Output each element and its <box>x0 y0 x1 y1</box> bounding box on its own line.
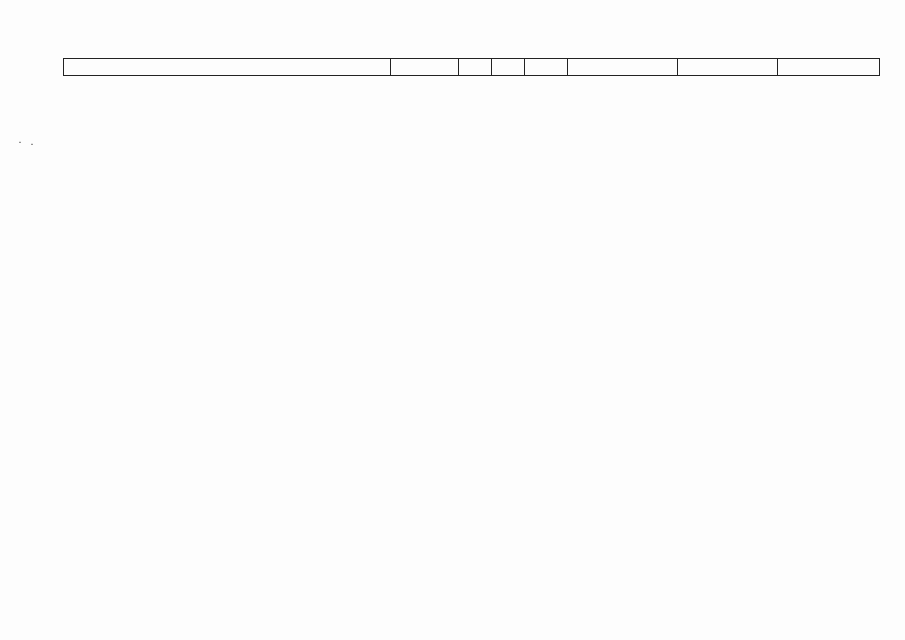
header-rz <box>459 59 492 75</box>
header-vr <box>525 59 568 75</box>
scan-mark: · <box>18 135 22 149</box>
scan-mark: · <box>30 137 34 151</box>
header-pr <box>492 59 525 75</box>
header-csr <box>391 59 459 75</box>
header-2016 <box>678 59 778 75</box>
header-name <box>64 59 391 75</box>
header-2017 <box>778 59 879 75</box>
header-2015 <box>568 59 678 75</box>
table-header <box>63 58 880 76</box>
